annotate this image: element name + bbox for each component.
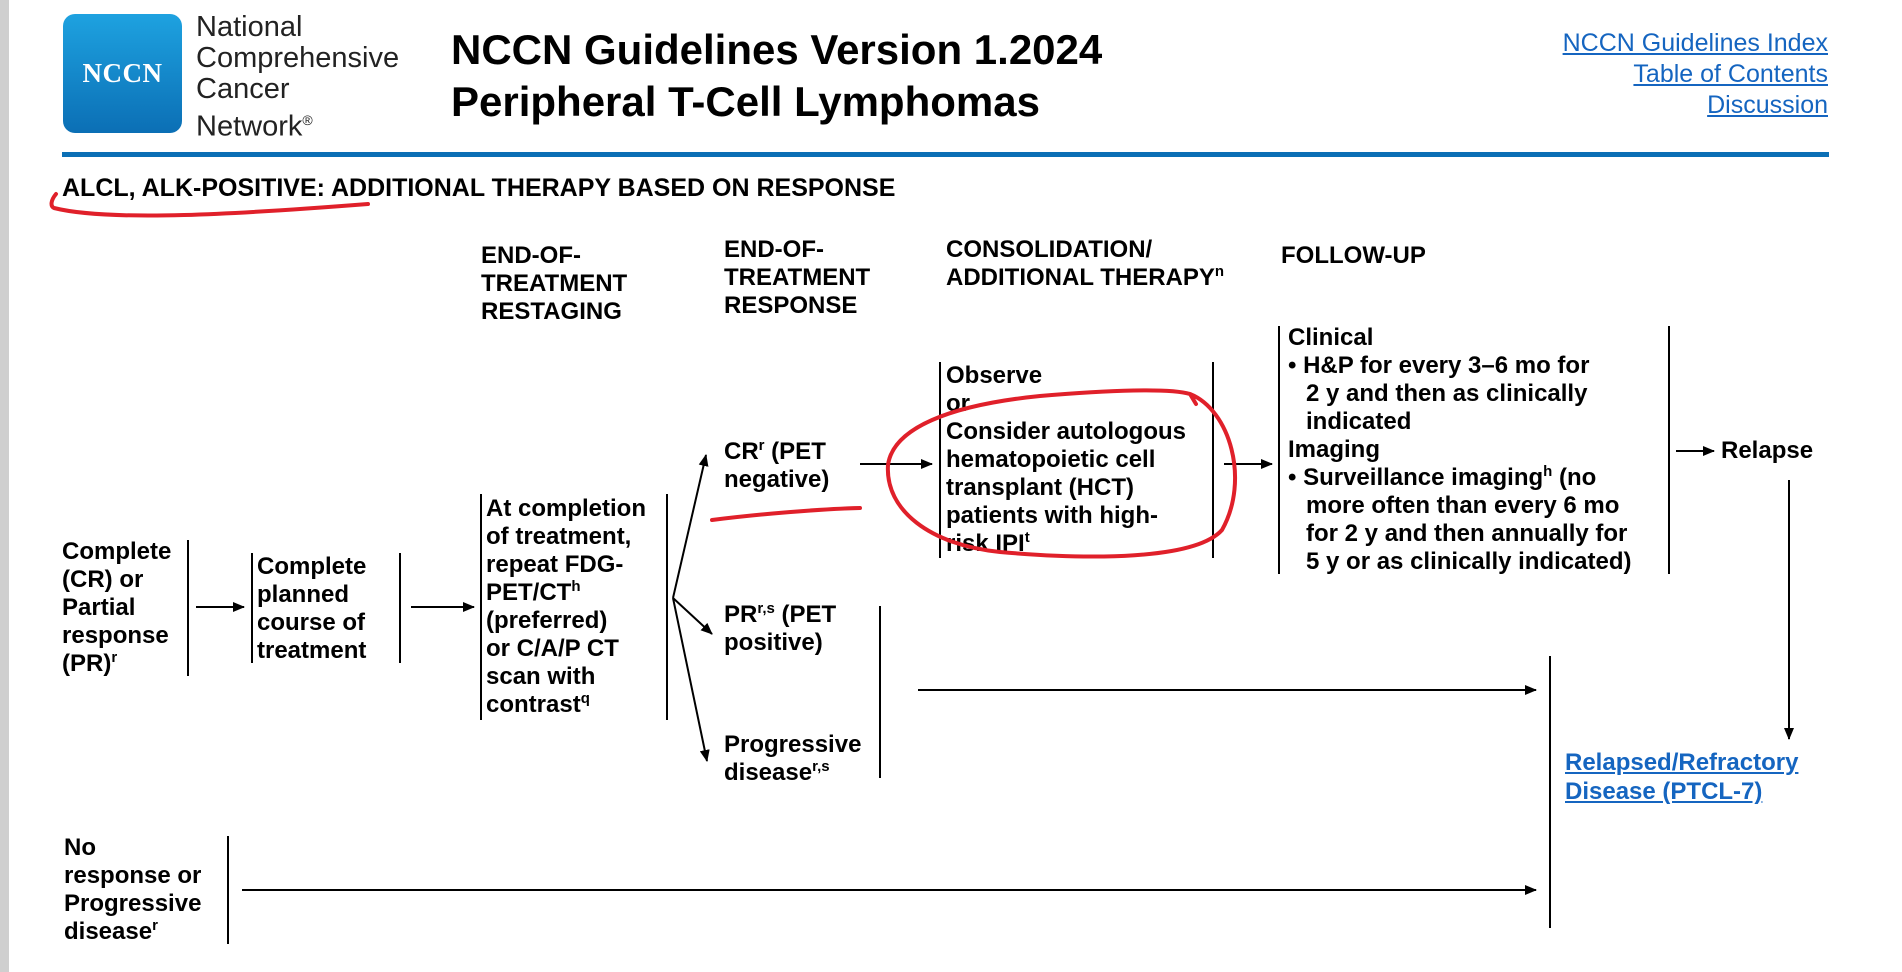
column-heading-response: END-OF- TREATMENT RESPONSE (724, 236, 871, 319)
org-line: National (196, 11, 303, 43)
discussion-link[interactable]: Discussion (1707, 91, 1828, 119)
table-of-contents-link[interactable]: Table of Contents (1633, 60, 1828, 88)
relapsed-refractory-link[interactable]: Relapsed/Refractory Disease (PTCL-7) (1565, 749, 1799, 805)
logo-text: NCCN (82, 58, 163, 88)
node-cr-pet-negative: $CR^r$ (PET negative) (724, 437, 830, 493)
annotation-circle-consolidation (888, 390, 1235, 556)
column-heading-consolidation: CONSOLIDATION/ ADDITIONAL THERAPY$^n$ (946, 236, 1225, 291)
arrow (673, 455, 706, 598)
node-restaging: At completion of treatment, repeat FDG- PET/$CT^h$ (preferred) or C/A/P CT scan with contrast$^q$ (486, 495, 646, 718)
page-heading: ALCL, ALK-POSITIVE: ADDITIONAL THERAPY BASED ON RESPONSE (62, 174, 896, 202)
org-line-network: Network® (196, 110, 313, 143)
node-pr-pet-positive: PR$^{r,s}$ (PET positive) (724, 600, 837, 656)
org-line: Cancer (196, 73, 290, 105)
column-heading-followup: FOLLOW-UP (1281, 242, 1426, 269)
arrow (673, 598, 707, 761)
title-topic: Peripheral T-Cell Lymphomas (451, 78, 1040, 125)
node-no-response: No response or Progressive disease$^r$ (64, 834, 202, 945)
guidelines-index-link[interactable]: NCCN Guidelines Index (1562, 29, 1828, 57)
column-heading-restaging: END-OF- TREATMENT RESTAGING (481, 242, 628, 325)
node-progressive-disease: Progressive disease$^{r,s}$ (724, 731, 862, 786)
node-consolidation: Observe or Consider autologous hematopoietic cell transplant (HCT) patients with high- risk IPI$^t$ (946, 362, 1186, 557)
node-followup: Clinical • H&P for every 3–6 mo for 2 y and then as clinically indicated Imaging • Surveillance imaging$^h$ (no more often than every 6 mo for 2 y and then annually for 5 y or as clinically indicated) (1288, 324, 1632, 575)
org-line: Comprehensive (196, 42, 400, 74)
annotation-underline-cr (712, 508, 860, 520)
node-complete-course: Complete planned course of treatment (257, 553, 367, 664)
node-cr-or-pr: Complete (CR) or Partial response (PR)$^r$ (62, 538, 172, 677)
node-relapse: Relapse (1721, 437, 1814, 464)
red-annotations (52, 194, 1236, 557)
title-version: NCCN Guidelines Version 1.2024 (451, 26, 1103, 73)
annotation-underline-heading (52, 194, 368, 216)
